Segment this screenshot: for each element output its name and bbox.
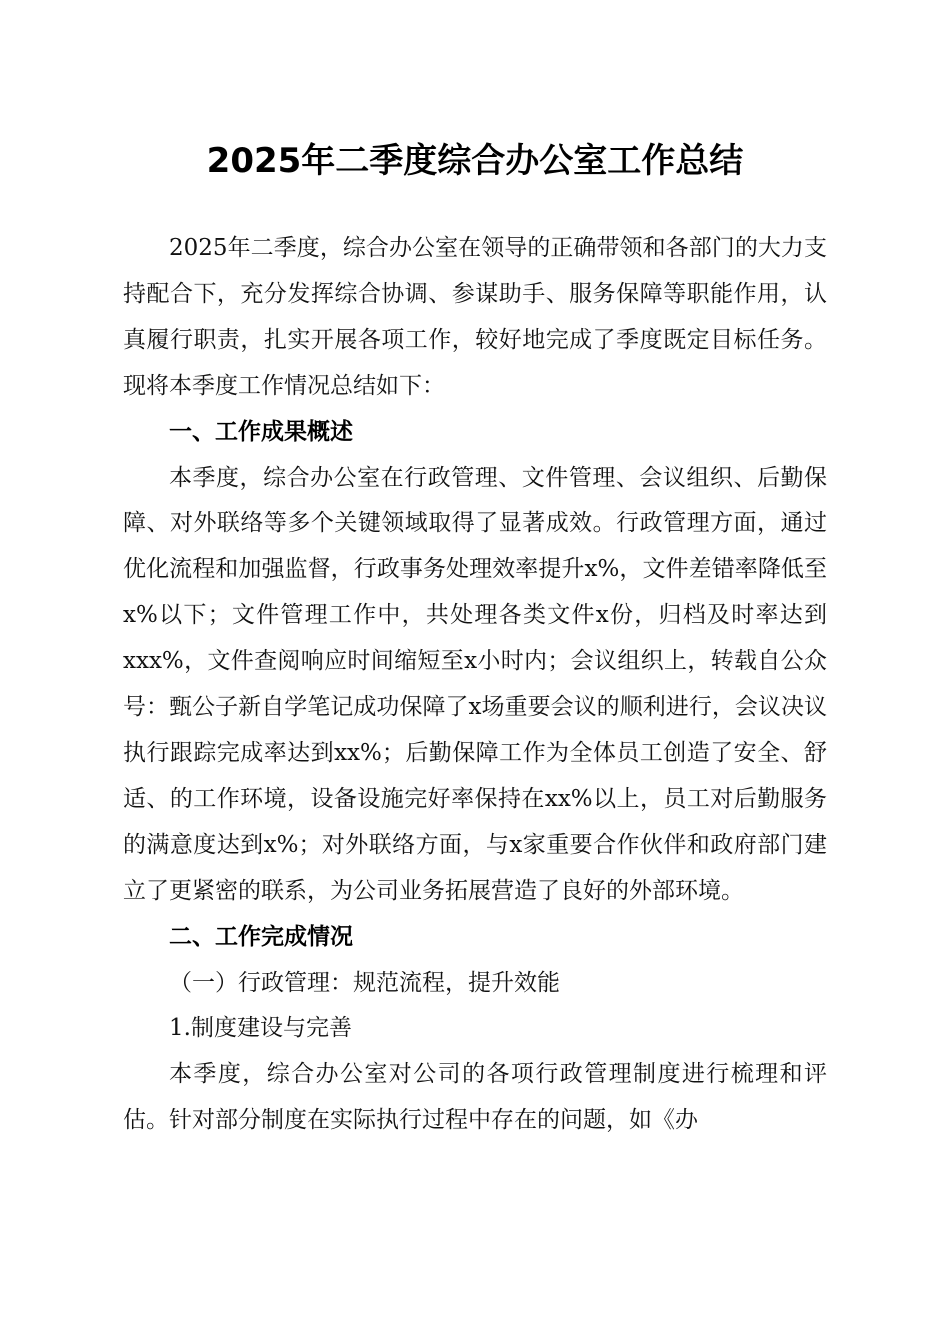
overview-paragraph: 本季度，综合办公室在行政管理、文件管理、会议组织、后勤保障、对外联络等多个关键领域取得了显著成效。行政管理方面，通过优化流程和加强监督，行政事务处理效率提升x%，文件差错率降低至x%以下；文件管理工作中，共处理各类文件x份，归档及时率达到xxx%，文件查阅响应时间缩短至x小时内；会议组织上，转载自公众号：甄公子新自学笔记成功保障了x场重要会议的顺利进行，会议决议执行跟踪完成率达到xx%；后勤保障工作为全体员工创造了安全、舒适、的工作环境，设备设施完好率保持在xx%以上，员工对后勤服务的满意度达到x%；对外联络方面，与x家重要合作伙伴和政府部门建立了更紧密的联系，为公司业务拓展营造了良好的外部环境。: [123, 464, 827, 904]
system-building-paragraph: 本季度，综合办公室对公司的各项行政管理制度进行梳理和评估。针对部分制度在实际执行过程中存在的问题，如《办: [123, 1061, 827, 1134]
section-heading-2: 二、工作完成情况: [169, 923, 353, 950]
subsection-heading-1: （一）行政管理：规范流程，提升效能: [169, 969, 560, 996]
document-body: [123, 226, 827, 1144]
sub-item-heading-1: 1.制度建设与完善: [169, 1015, 352, 1042]
intro-paragraph: 2025年二季度，综合办公室在领导的正确带领和各部门的大力支持配合下，充分发挥综合协调、参谋助手、服务保障等职能作用，认真履行职责，扎实开展各项工作，较好地完成了季度既定目标任务。现将本季度工作情况总结如下：: [123, 235, 827, 399]
document-title: 2025年二季度综合办公室工作总结: [206, 141, 744, 181]
section-heading-1: 一、工作成果概述: [169, 418, 353, 445]
